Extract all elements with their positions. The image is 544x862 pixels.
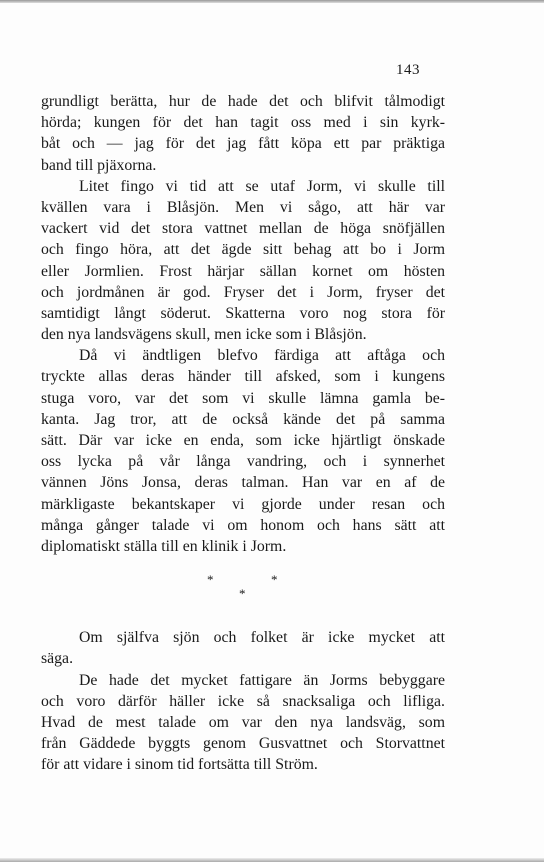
text-line: sätt. Där var icke en enda, som icke hjärtligt önskade — [41, 432, 445, 449]
separator-star: * — [271, 572, 278, 588]
text-line: många gånger talade vi om honom och hans sätt att — [41, 516, 445, 534]
text-line: grundligt berätta, hur de hade det och blifvit tålmodigt — [41, 93, 445, 110]
text-line: och voro därför häller icke så snacksaliga och lifliga. — [41, 692, 445, 710]
separator-star: * — [239, 586, 246, 602]
page-bottom-edge — [0, 858, 544, 862]
page-number: 143 — [396, 62, 420, 78]
text-line: Om själfva sjön och folket är icke mycket att — [79, 629, 445, 647]
text-line: kvällen vara i Blåsjön. Men vi sågo, att här var — [41, 198, 445, 216]
text-line: båt och — jag för det jag fått köpa ett par präktiga — [41, 135, 445, 153]
text-line: den nya landsvägens skull, men icke som i Blåsjön. — [41, 326, 367, 344]
text-line: säga. — [41, 650, 74, 668]
text-line: märkligaste bekantskaper vi gjorde under resan och — [41, 495, 445, 513]
text-line: och fingo höra, att det ägde sitt behag att bo i Jorm — [41, 241, 445, 259]
text-line: vackert vid det stora vattnet mellan de höga snöfjällen — [41, 220, 445, 238]
body-text — [41, 91, 445, 775]
text-line: oss lycka på vår långa vandring, och i synnerhet — [41, 453, 445, 471]
text-line: samtidigt långt söderut. Skatterna voro nog stora för — [41, 304, 445, 322]
text-line: Då vi ändtligen blefvo färdiga att aftåga och — [79, 347, 445, 365]
text-line: eller Jormlien. Frost härjar sällan kornet om hösten — [41, 262, 445, 280]
text-line: kanta. Jag tror, att de också kände det på samma — [41, 410, 445, 428]
text-line: band till pjäxorna. — [41, 156, 157, 174]
section-separator — [41, 557, 445, 627]
separator-star: * — [207, 572, 214, 588]
text-line: diplomatiskt ställa till en klinik i Jorm. — [41, 537, 287, 555]
text-line: Litet fingo vi tid att se utaf Jorm, vi skulle till — [79, 177, 445, 195]
text-line: Hvad de mest talade om var den nya landsväg, som — [41, 713, 445, 731]
text-line: De hade det mycket fattigare än Jorms bebyggare — [79, 671, 445, 689]
text-line: från Gäddede byggts genom Gusvattnet och Storvattnet — [41, 735, 445, 753]
text-line: hörda; kungen för det han tagit oss med i sin kyrk- — [41, 114, 445, 132]
text-line: stuga voro, var det som vi skulle lämna gamla be- — [41, 389, 445, 407]
page-top-edge — [0, 0, 544, 3]
text-line: och jordmånen är god. Fryser det i Jorm, fryser det — [41, 283, 445, 301]
text-line: tryckte allas deras händer till afsked, som i kungens — [41, 368, 445, 386]
text-line: vännen Jöns Jonsa, deras talman. Han var en af de — [41, 474, 445, 492]
text-line: för att vidare i sinom tid fortsätta till Ström. — [41, 756, 318, 774]
